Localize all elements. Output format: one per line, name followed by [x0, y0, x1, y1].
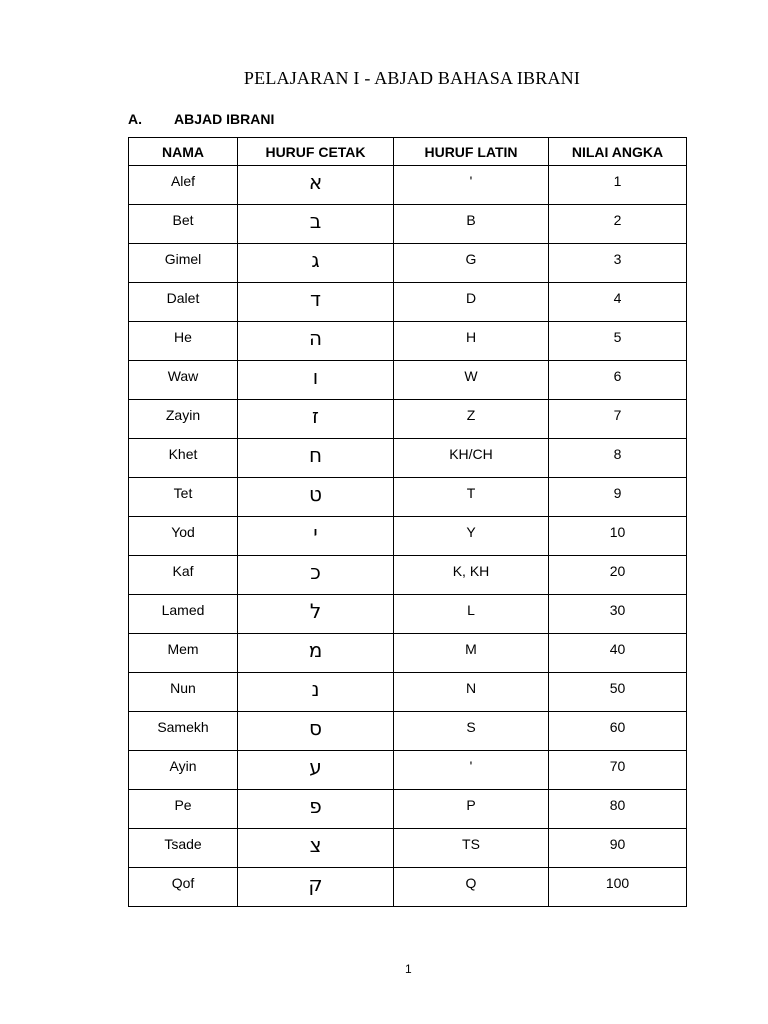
- cell-huruf-latin: D: [394, 283, 549, 322]
- cell-nilai-angka: 70: [549, 751, 687, 790]
- table-row: [129, 205, 687, 244]
- cell-huruf-latin: ': [394, 166, 549, 205]
- cell-nama: Tsade: [129, 829, 238, 868]
- cell-huruf-cetak: כ: [238, 556, 394, 595]
- cell-huruf-cetak: א: [238, 166, 394, 205]
- cell-huruf-latin: W: [394, 361, 549, 400]
- cell-nilai-angka: 10: [549, 517, 687, 556]
- page-title: PELAJARAN I - ABJAD BAHASA IBRANI: [243, 68, 581, 88]
- table-row: [129, 673, 687, 712]
- page-number: 1: [405, 962, 412, 976]
- cell-nama: Dalet: [129, 283, 238, 322]
- cell-nilai-angka: 50: [549, 673, 687, 712]
- table-row: [129, 634, 687, 673]
- cell-huruf-cetak: ב: [238, 205, 394, 244]
- section-label: A.: [128, 111, 142, 127]
- table-row: [129, 595, 687, 634]
- cell-nilai-angka: 8: [549, 439, 687, 478]
- table-row: [129, 556, 687, 595]
- table-row: [129, 517, 687, 556]
- header-nama: NAMA: [129, 138, 238, 166]
- cell-nama: Ayin: [129, 751, 238, 790]
- cell-huruf-latin: TS: [394, 829, 549, 868]
- hebrew-alphabet-table: [128, 137, 687, 907]
- cell-nama: Yod: [129, 517, 238, 556]
- cell-nilai-angka: 60: [549, 712, 687, 751]
- table-row: [129, 166, 687, 205]
- table-row: [129, 478, 687, 517]
- cell-nama: Kaf: [129, 556, 238, 595]
- cell-huruf-cetak: ל: [238, 595, 394, 634]
- cell-nilai-angka: 30: [549, 595, 687, 634]
- cell-nilai-angka: 90: [549, 829, 687, 868]
- table-header-row: [129, 138, 687, 166]
- header-huruf-latin: HURUF LATIN: [394, 138, 549, 166]
- cell-nama: Zayin: [129, 400, 238, 439]
- cell-huruf-latin: Q: [394, 868, 549, 907]
- table-row: [129, 361, 687, 400]
- cell-huruf-cetak: מ: [238, 634, 394, 673]
- table-row: [129, 868, 687, 907]
- cell-nama: Gimel: [129, 244, 238, 283]
- cell-huruf-cetak: ג: [238, 244, 394, 283]
- header-huruf-cetak: HURUF CETAK: [238, 138, 394, 166]
- cell-nama: Waw: [129, 361, 238, 400]
- table-row: [129, 283, 687, 322]
- cell-huruf-cetak: ו: [238, 361, 394, 400]
- cell-nama: Tet: [129, 478, 238, 517]
- cell-nama: He: [129, 322, 238, 361]
- cell-nilai-angka: 80: [549, 790, 687, 829]
- cell-nilai-angka: 5: [549, 322, 687, 361]
- cell-nilai-angka: 2: [549, 205, 687, 244]
- cell-nilai-angka: 6: [549, 361, 687, 400]
- cell-nama: Bet: [129, 205, 238, 244]
- cell-huruf-latin: S: [394, 712, 549, 751]
- table-row: [129, 829, 687, 868]
- section-heading-text: ABJAD IBRANI: [174, 111, 275, 127]
- cell-huruf-cetak: נ: [238, 673, 394, 712]
- cell-huruf-latin: KH/CH: [394, 439, 549, 478]
- cell-nama: Mem: [129, 634, 238, 673]
- cell-nilai-angka: 40: [549, 634, 687, 673]
- section-heading: [128, 111, 274, 127]
- cell-nama: Lamed: [129, 595, 238, 634]
- cell-nama: Alef: [129, 166, 238, 205]
- cell-nilai-angka: 20: [549, 556, 687, 595]
- cell-huruf-cetak: י: [238, 517, 394, 556]
- cell-huruf-latin: P: [394, 790, 549, 829]
- cell-huruf-cetak: ק: [238, 868, 394, 907]
- cell-huruf-cetak: ד: [238, 283, 394, 322]
- cell-huruf-latin: N: [394, 673, 549, 712]
- cell-huruf-latin: M: [394, 634, 549, 673]
- table-row: [129, 439, 687, 478]
- table-row: [129, 244, 687, 283]
- cell-nilai-angka: 1: [549, 166, 687, 205]
- cell-nilai-angka: 4: [549, 283, 687, 322]
- cell-nilai-angka: 7: [549, 400, 687, 439]
- cell-huruf-latin: G: [394, 244, 549, 283]
- cell-nilai-angka: 100: [549, 868, 687, 907]
- table-row: [129, 751, 687, 790]
- cell-huruf-latin: Z: [394, 400, 549, 439]
- cell-huruf-cetak: ז: [238, 400, 394, 439]
- cell-huruf-latin: T: [394, 478, 549, 517]
- cell-nama: Pe: [129, 790, 238, 829]
- cell-huruf-cetak: פ: [238, 790, 394, 829]
- cell-nilai-angka: 3: [549, 244, 687, 283]
- table-row: [129, 322, 687, 361]
- cell-huruf-cetak: ט: [238, 478, 394, 517]
- table-row: [129, 790, 687, 829]
- cell-nama: Samekh: [129, 712, 238, 751]
- cell-huruf-cetak: ס: [238, 712, 394, 751]
- cell-huruf-latin: B: [394, 205, 549, 244]
- cell-huruf-cetak: ח: [238, 439, 394, 478]
- cell-nilai-angka: 9: [549, 478, 687, 517]
- table-row: [129, 712, 687, 751]
- cell-huruf-latin: K, KH: [394, 556, 549, 595]
- cell-huruf-cetak: צ: [238, 829, 394, 868]
- cell-huruf-latin: ': [394, 751, 549, 790]
- cell-huruf-latin: H: [394, 322, 549, 361]
- cell-huruf-latin: Y: [394, 517, 549, 556]
- cell-huruf-cetak: ה: [238, 322, 394, 361]
- cell-huruf-latin: L: [394, 595, 549, 634]
- cell-nama: Qof: [129, 868, 238, 907]
- cell-nama: Khet: [129, 439, 238, 478]
- table-row: [129, 400, 687, 439]
- cell-nama: Nun: [129, 673, 238, 712]
- header-nilai-angka: NILAI ANGKA: [549, 138, 687, 166]
- cell-huruf-cetak: ע: [238, 751, 394, 790]
